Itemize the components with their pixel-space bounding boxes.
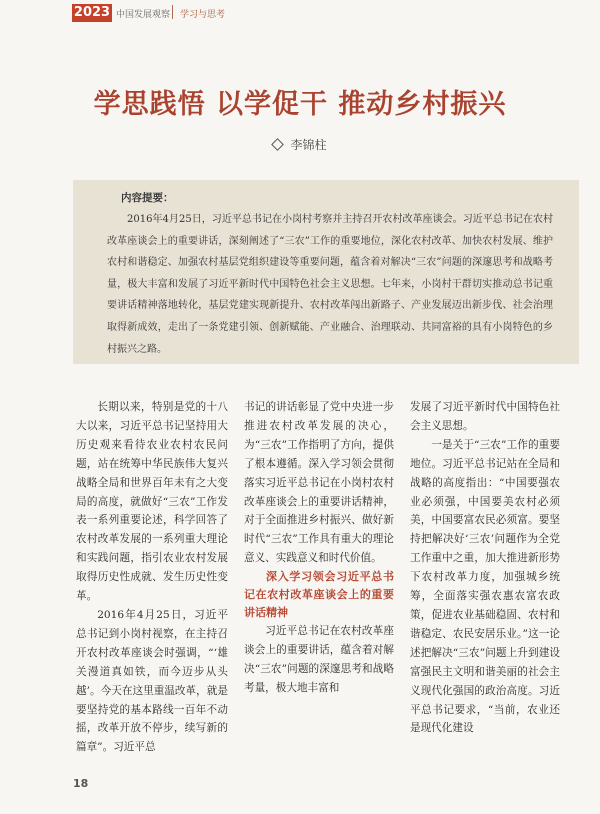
body-paragraph: 习近平总书记在农村改革座谈会上的重要讲话，蕴含着对解决“三农”问题的深邃思考和战略考量，极大地丰富和 [244, 625, 394, 694]
body-paragraph: 长期以来，特别是党的十八大以来，习近平总书记坚持用大历史观来看待农业农村农民问题，站在统筹中华民族伟大复兴战略全局和世界百年未有之大变局的高度，就做好“三农”工作发表一系列重要论述，科学回答了农村改革发展的一系列重大理论和实践问题，指引农业农村发展取得历史性成就、发生历史性变革。 [76, 401, 228, 603]
author-name: 李锦柱 [290, 138, 327, 152]
section-subheading: 深入学习领会习近平总书记在农村改革座谈会上的重要讲话精神 [244, 570, 394, 620]
article-title: 学思践悟 以学促干 推动乡村振兴 [93, 89, 507, 120]
author-line [0, 136, 600, 153]
body-column-2 [244, 398, 394, 698]
abstract-box [73, 180, 579, 364]
issue-year-badge: 2023 [73, 5, 111, 20]
page-number: 18 [73, 777, 89, 790]
section-name: 学习与思考 [180, 10, 226, 20]
body-column-1 [76, 398, 228, 757]
diamond-icon [272, 138, 285, 151]
body-paragraph: 书记的讲话彰显了党中央进一步推进农村改革发展的决心，为“三农”工作指明了方向，提供了根本遵循。深入学习领会贯彻落实习近平总书记在小岗村农村改革座谈会上的重要讲话精神，对于全面推进乡村振兴、做好新时代“三农”工作具有重大的理论意义、实践意义和时代价值。 [244, 401, 394, 565]
abstract-label: 内容提要： [121, 192, 174, 204]
body-column-3 [410, 398, 560, 738]
body-paragraph: 2016年4月25日，习近平总书记到小岗村视察，在主持召开农村改革座谈会时强调，“‘雄关漫道真如铁，而今迈步从头越’。今天在这里重温改革，就是要坚持党的基本路线一百年不动摇，改革开放不停步，续写新的篇章”。习近平总 [76, 608, 228, 754]
abstract-text: 2016年4月25日，习近平总书记在小岗村考察并主持召开农村改革座谈会。习近平总书记在农村改革座谈会上的重要讲话，深刻阐述了“三农”工作的重要地位，深化农村改革、加快农村发展、维护农村和谐稳定、加强农村基层党组织建设等重要问题，蕴含着对解决“三农”问题的深邃思考和战略考量，极大丰富和发展了习近平新时代中国特色社会主义思想。七年来，小岗村干群切实推动总书记重要讲话精神落地转化，基层党建实现新提升、农村改革闯出新路子、产业发展迈出新步伐、社会治理取得新成效，走出了一条党建引领、创新赋能、产业融合、治理联动、共同富裕的具有小岗特色的乡村振兴之路。 [107, 214, 553, 355]
body-paragraph: 一是关于“三农”工作的重要地位。习近平总书记站在全局和战略的高度指出：“中国要强农业必须强，中国要美农村必须美，中国要富农民必须富。要坚持把解决好‘三农’问题作为全党工作重中之重，加大推进新形势下农村改革力度，加强城乡统筹，全面落实强农惠农富农政策，促进农业基础稳固、农村和谐稳定、农民安居乐业。”这一论述把解决“三农”问题上升到建设富强民主文明和谐美丽的社会主义现代化强国的政治高度。习近平总书记要求，“当前，农业还是现代化建设 [410, 438, 560, 735]
running-header [0, 0, 600, 28]
header-divider [172, 5, 173, 19]
magazine-name: 中国发展观察 [116, 10, 171, 20]
body-paragraph: 发展了习近平新时代中国特色社会主义思想。 [410, 401, 560, 432]
